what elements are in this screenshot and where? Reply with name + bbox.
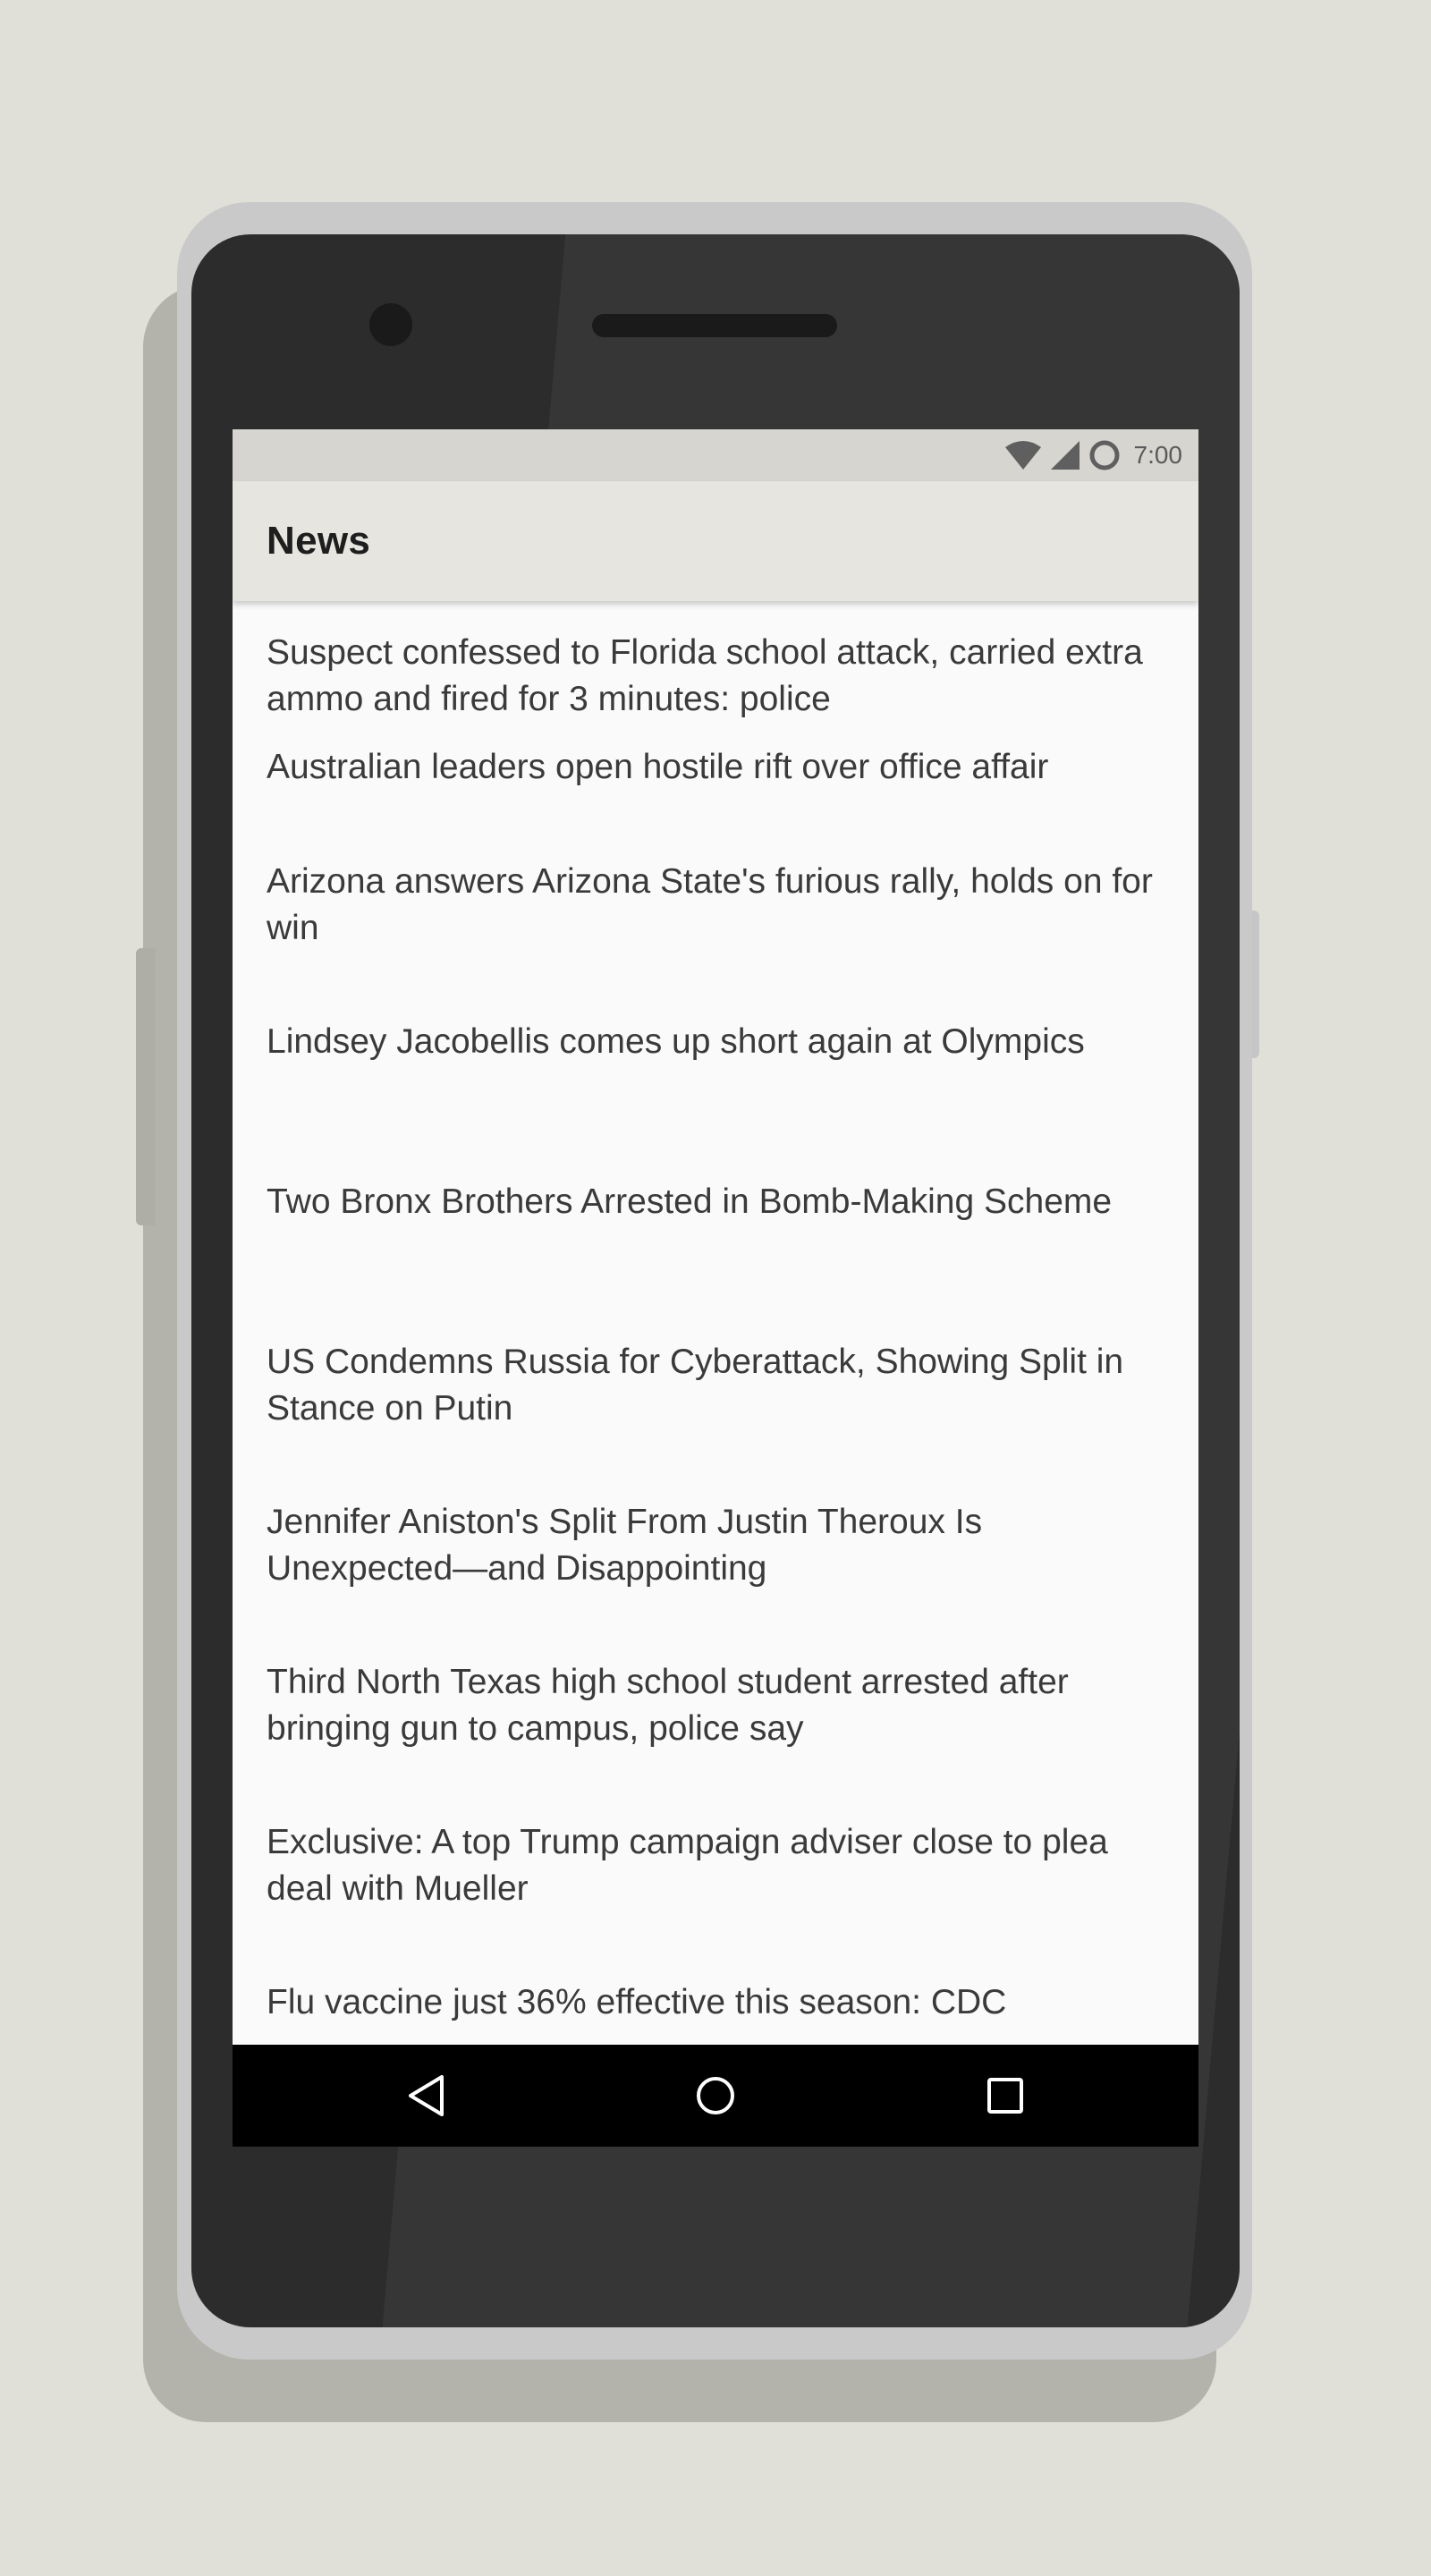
wifi-icon (1003, 440, 1043, 470)
news-item[interactable]: Third North Texas high school student arrested after bringing gun to campus, police say (267, 1663, 1069, 1748)
news-item[interactable]: Arizona answers Arizona State's furious rally, holds on for win (267, 862, 1153, 947)
news-list[interactable] (233, 601, 1198, 2045)
news-item[interactable]: Suspect confessed to Florida school attack, carried extra ammo and fired for 3 minutes: police (267, 633, 1143, 718)
app-title: News (267, 519, 371, 563)
app-bar (233, 481, 1198, 601)
battery-icon (1088, 438, 1122, 472)
cell-signal-icon (1050, 440, 1080, 470)
navigation-bar (233, 2045, 1198, 2147)
home-icon (693, 2073, 738, 2118)
news-item[interactable]: Australian leaders open hostile rift over office affair (267, 748, 1049, 786)
recents-icon (985, 2075, 1026, 2116)
news-item[interactable]: Jennifer Aniston's Split From Justin Theroux Is Unexpected—and Disappointing (267, 1503, 983, 1588)
phone-screen (233, 429, 1198, 2147)
recents-button[interactable] (943, 2045, 1068, 2147)
home-button[interactable] (653, 2045, 778, 2147)
front-camera (369, 303, 412, 346)
news-item[interactable]: Two Bronx Brothers Arrested in Bomb-Making Scheme (267, 1182, 1113, 1221)
phone-side-button-left (136, 948, 156, 1225)
earpiece-speaker (592, 314, 837, 337)
news-item[interactable]: US Condemns Russia for Cyberattack, Showing Split in Stance on Putin (267, 1343, 1124, 1428)
back-button[interactable] (364, 2045, 489, 2147)
news-item[interactable]: Exclusive: A top Trump campaign adviser close to plea deal with Mueller (267, 1823, 1108, 1908)
news-item[interactable]: Flu vaccine just 36% effective this season: CDC (267, 1983, 1007, 2021)
status-icons (1003, 429, 1183, 481)
back-icon (406, 2073, 447, 2118)
status-bar (233, 429, 1198, 481)
status-time: 7:00 (1133, 441, 1182, 469)
news-item[interactable]: Lindsey Jacobellis comes up short again at Olympics (267, 1022, 1085, 1061)
